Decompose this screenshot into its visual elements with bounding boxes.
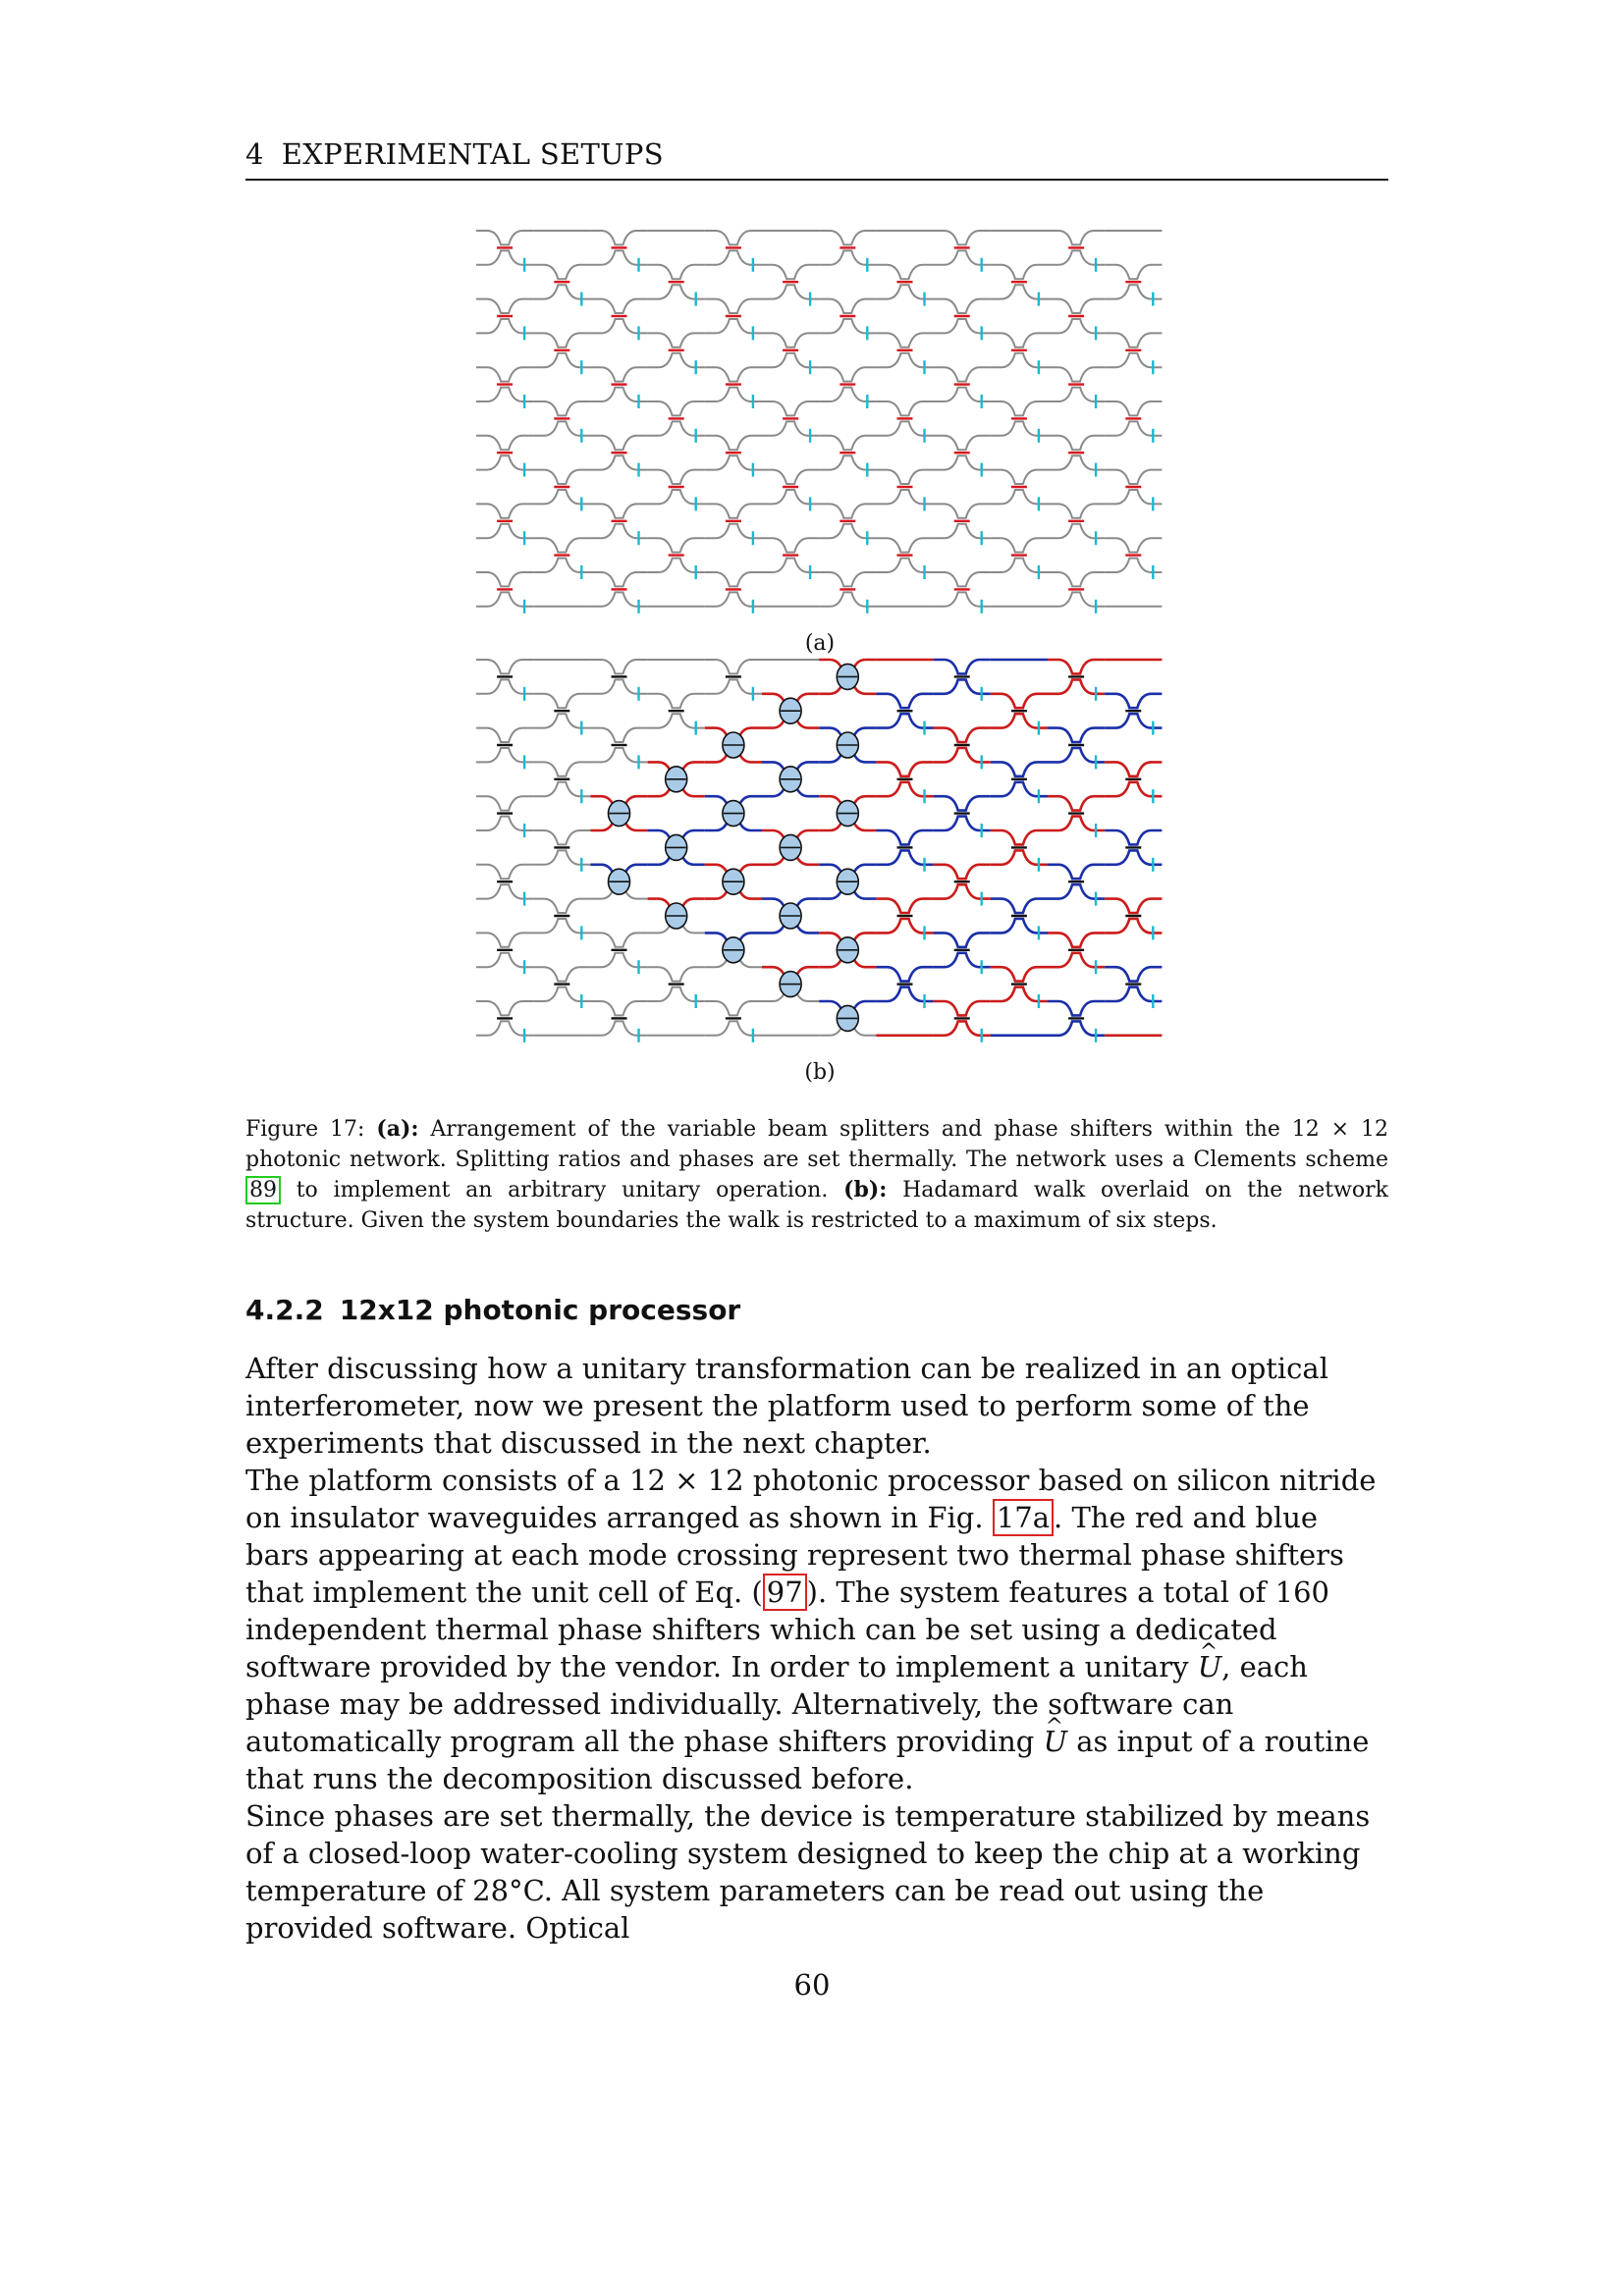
waveguide-segment — [476, 367, 533, 381]
caption-part-b-text: Hadamard walk overlaid on the network structure. Given the system boundaries the walk is restricted to a maximum of six steps. — [245, 1178, 1388, 1233]
waveguide-segment — [476, 933, 533, 946]
waveguide-segment — [1048, 367, 1105, 381]
waveguide-segment — [991, 967, 1048, 981]
waveguide-segment — [1048, 865, 1105, 879]
waveguide-segment — [1048, 299, 1105, 313]
waveguide-segment — [533, 470, 590, 484]
caption-figure-label: Figure 17: — [245, 1117, 365, 1142]
waveguide-segment — [476, 865, 533, 879]
waveguide-segment — [819, 572, 876, 586]
waveguide-segment — [934, 367, 991, 381]
waveguide-segment — [819, 367, 876, 381]
waveguide-segment — [991, 694, 1048, 708]
waveguide-segment — [705, 436, 762, 450]
waveguide-segment — [533, 333, 590, 347]
waveguide-segment — [1105, 830, 1162, 844]
waveguide-segment — [648, 470, 705, 484]
waveguide-segment — [934, 231, 991, 244]
waveguide-segment — [876, 538, 933, 552]
waveguide-segment — [991, 401, 1048, 415]
waveguide-segment — [991, 538, 1048, 552]
waveguide-segment — [648, 538, 705, 552]
waveguide-segment — [533, 538, 590, 552]
waveguide-segment — [1048, 572, 1105, 586]
caption-part-b-label: (b): — [843, 1177, 888, 1202]
waveguide-segment — [876, 830, 933, 844]
figure-link-17a[interactable]: 17a — [993, 1499, 1054, 1536]
waveguide-segment — [648, 967, 705, 981]
waveguide-segment — [1105, 333, 1162, 347]
section-heading — [245, 1294, 740, 1326]
chapter-title: EXPERIMENTAL SETUPS — [281, 137, 664, 171]
figure-caption — [245, 1114, 1388, 1236]
waveguide-segment — [934, 504, 991, 517]
waveguide-segment — [819, 231, 876, 244]
waveguide-segment — [533, 830, 590, 844]
waveguide-segment — [762, 401, 819, 415]
waveguide-segment — [705, 572, 762, 586]
waveguide-segment — [705, 367, 762, 381]
waveguide-segment — [876, 899, 933, 913]
paragraph-2 — [245, 1462, 1388, 1797]
waveguide-segment — [1048, 231, 1105, 244]
waveguide-segment — [476, 660, 533, 673]
waveguide-segment — [705, 504, 762, 517]
page-number: 60 — [793, 1968, 831, 2002]
section-number: 4.2.2 — [245, 1294, 324, 1326]
waveguide-segment — [762, 538, 819, 552]
caption-part-a-text-2: to implement an arbitrary unitary operation. — [281, 1178, 844, 1202]
waveguide-segment — [590, 933, 647, 946]
waveguide-segment — [1048, 796, 1105, 810]
waveguide-segment — [1105, 538, 1162, 552]
waveguide-segment — [876, 967, 933, 981]
waveguide-segment — [991, 830, 1048, 844]
waveguide-segment — [1048, 436, 1105, 450]
waveguide-segment — [533, 967, 590, 981]
waveguide-segment — [648, 265, 705, 279]
waveguide-segment — [876, 762, 933, 775]
waveguide-segment — [991, 470, 1048, 484]
waveguide-segment — [476, 728, 533, 742]
subfigure-label-a: (a) — [804, 631, 836, 656]
waveguide-segment — [762, 265, 819, 279]
waveguide-segment — [934, 1001, 991, 1015]
waveguide-segment — [934, 299, 991, 313]
waveguide-segment — [934, 660, 991, 673]
panel-a-network — [476, 231, 1162, 614]
waveguide-segment — [1048, 1001, 1105, 1015]
waveguide-segment — [533, 401, 590, 415]
waveguide-segment — [762, 333, 819, 347]
waveguide-segment — [533, 899, 590, 913]
waveguide-segment — [533, 762, 590, 775]
waveguide-segment — [590, 436, 647, 450]
chapter-number: 4 — [245, 137, 264, 171]
panel-b-hadamard-walk — [476, 660, 1162, 1042]
waveguide-segment — [1105, 470, 1162, 484]
waveguide-segment — [819, 436, 876, 450]
waveguide-segment — [934, 728, 991, 742]
paragraph-2-part-e: as input of a routine that runs the decomposition discussed before. — [245, 1725, 1370, 1795]
waveguide-segment — [876, 694, 933, 708]
waveguide-segment — [1105, 694, 1162, 708]
waveguide-segment — [1105, 265, 1162, 279]
waveguide-segment — [876, 265, 933, 279]
caption-part-a-label: (a): — [376, 1116, 419, 1142]
waveguide-segment — [705, 299, 762, 313]
waveguide-segment — [1048, 660, 1105, 673]
waveguide-segment — [476, 299, 533, 313]
waveguide-segment — [590, 231, 647, 244]
waveguide-segment — [819, 504, 876, 517]
waveguide-segment — [590, 572, 647, 586]
unitary-symbol: ^ U — [1198, 1650, 1221, 1683]
waveguide-segment — [590, 660, 647, 673]
waveguide-segment — [476, 796, 533, 810]
paragraph-3: Since phases are set thermally, the device is temperature stabilized by means of a closed-loop water-cooling system designed to keep the chip at a working temperature of 28°C. All system parameters can be read out using the provided software. Optical — [245, 1799, 1371, 1945]
waveguide-segment — [934, 933, 991, 946]
waveguide-segment — [648, 333, 705, 347]
waveguide-segment — [1048, 933, 1105, 946]
waveguide-segment — [476, 1001, 533, 1015]
waveguide-segment — [991, 762, 1048, 775]
waveguide-segment — [705, 231, 762, 244]
waveguide-segment — [533, 265, 590, 279]
waveguide-segment — [876, 333, 933, 347]
subfigure-label-b: (b) — [804, 1060, 836, 1085]
waveguide-segment — [705, 1001, 762, 1015]
body-text — [245, 1350, 1388, 1947]
waveguide-segment — [934, 865, 991, 879]
waveguide-segment — [1105, 899, 1162, 913]
waveguide-segment — [476, 231, 533, 244]
caption-part-a-text-1: Arrangement of the variable beam splitters and phase shifters within the 12 × 12 photonic network. Splitting ratios and phases are set thermally. The network uses a Clements scheme — [245, 1117, 1388, 1172]
paragraph-2-part-a: The platform consists of a 12 × 12 photonic processor based on silicon nitride on insulator waveguides arranged as shown in Fig. — [245, 1464, 1377, 1534]
paragraph-1: After discussing how a unitary transformation can be realized in an optical interferometer, now we present the platform used to perform some of the experiments that discussed in the next chapter. — [245, 1352, 1328, 1460]
waveguide-segment — [991, 265, 1048, 279]
unitary-symbol: ^ U — [1044, 1725, 1067, 1758]
waveguide-segment — [476, 436, 533, 450]
paragraph-2-part-b: . The red and blue bars appearing at each mode crossing represent two thermal phase shifters that implement the unit cell of Eq. ( — [245, 1501, 1344, 1609]
paragraph-2-part-c: ). The system features a total of 160 independent thermal phase shifters which can be set using a dedicated software provided by the vendor. In order to implement a unitary — [245, 1575, 1329, 1683]
waveguide-segment — [533, 694, 590, 708]
waveguide-segment — [590, 1001, 647, 1015]
waveguide-segment — [1048, 504, 1105, 517]
citation-link-89[interactable]: 89 — [245, 1176, 281, 1204]
waveguide-segment — [590, 728, 647, 742]
waveguide-segment — [705, 660, 762, 673]
waveguide-segment — [762, 470, 819, 484]
waveguide-segment — [934, 796, 991, 810]
equation-link-97[interactable]: 97 — [763, 1574, 807, 1611]
waveguide-segment — [1048, 728, 1105, 742]
waveguide-segment — [476, 572, 533, 586]
section-title: 12x12 photonic processor — [339, 1294, 741, 1326]
waveguide-segment — [590, 504, 647, 517]
waveguide-segment — [934, 436, 991, 450]
waveguide-segment — [1105, 401, 1162, 415]
waveguide-segment — [819, 299, 876, 313]
waveguide-segment — [590, 367, 647, 381]
waveguide-segment — [590, 299, 647, 313]
paragraph-2-part-d: , each phase may be addressed individually. Alternatively, the software can automatically program all the phase shifters providing — [245, 1650, 1308, 1758]
waveguide-segment — [876, 470, 933, 484]
waveguide-segment — [934, 572, 991, 586]
waveguide-segment — [476, 504, 533, 517]
waveguide-segment — [648, 401, 705, 415]
waveguide-segment — [1105, 967, 1162, 981]
waveguide-segment — [991, 333, 1048, 347]
waveguide-segment — [648, 694, 705, 708]
figure-17-diagram — [0, 0, 1624, 1099]
waveguide-segment — [991, 899, 1048, 913]
waveguide-segment — [876, 401, 933, 415]
waveguide-segment — [1105, 762, 1162, 775]
